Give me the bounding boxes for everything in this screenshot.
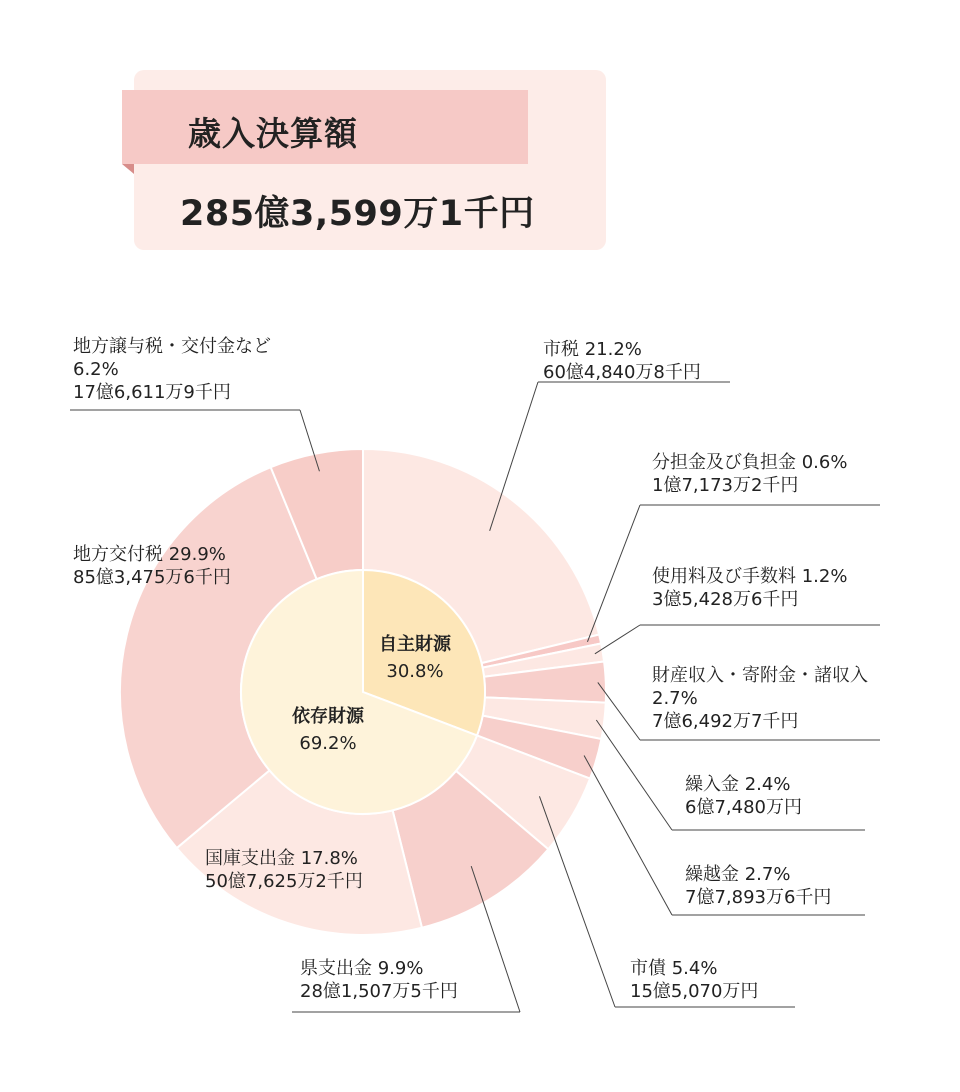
label-name-5: 繰越金 2.7%: [685, 864, 791, 885]
leader-line-5: [584, 755, 672, 915]
page-title: 歳入決算額: [188, 114, 358, 153]
label-name-6: 市債 5.4%: [630, 958, 718, 979]
inner-label-pct-0: 30.8%: [386, 661, 444, 682]
inner-label-name-1: 依存財源: [292, 706, 364, 727]
leader-line-1: [587, 505, 640, 642]
label-amount-8: 50億7,625万2千円: [205, 871, 363, 892]
inner-label-name-0: 自主財源: [379, 634, 451, 655]
label-amount-3: 7億6,492万7千円: [652, 711, 799, 732]
label-name-2: 使用料及び手数料 1.2%: [652, 566, 848, 587]
total-amount: 285億3,599万1千円: [180, 194, 535, 234]
label-name-4: 繰入金 2.4%: [685, 774, 791, 795]
label-name-8: 国庫支出金 17.8%: [205, 848, 358, 869]
label-amount-10: 17億6,611万9千円: [73, 382, 231, 403]
inner-label-pct-1: 69.2%: [299, 733, 357, 754]
label-name-0: 市税 21.2%: [543, 339, 642, 360]
leader-line-2: [595, 625, 640, 654]
label-pct-3: 2.7%: [652, 688, 698, 709]
label-amount-5: 7億7,893万6千円: [685, 887, 832, 908]
label-name-9: 地方交付税 29.9%: [73, 544, 226, 565]
label-name-7: 県支出金 9.9%: [300, 958, 424, 979]
label-name-10: 地方譲与税・交付金など: [73, 336, 271, 357]
label-amount-4: 6億7,480万円: [685, 797, 802, 818]
label-name-1: 分担金及び負担金 0.6%: [652, 452, 848, 473]
label-amount-9: 85億3,475万6千円: [73, 567, 231, 588]
label-amount-7: 28億1,507万5千円: [300, 981, 458, 1002]
label-amount-0: 60億4,840万8千円: [543, 362, 701, 383]
leader-line-6: [539, 796, 615, 1007]
label-pct-10: 6.2%: [73, 359, 119, 380]
label-amount-6: 15億5,070万円: [630, 981, 759, 1002]
label-amount-2: 3億5,428万6千円: [652, 589, 799, 610]
inner-ring: [241, 570, 485, 814]
label-name-3: 財産収入・寄附金・諸収入: [652, 665, 868, 686]
label-amount-1: 1億7,173万2千円: [652, 475, 799, 496]
leader-line-4: [596, 720, 672, 830]
